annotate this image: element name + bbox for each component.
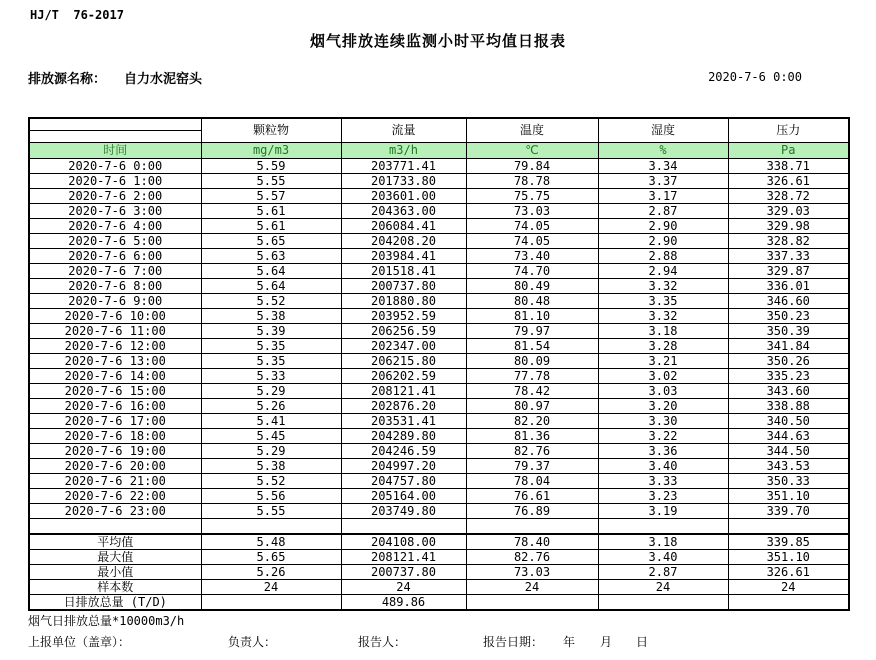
value-cell: 337.33 xyxy=(728,249,849,264)
value-cell: 3.30 xyxy=(598,414,728,429)
value-cell: 350.39 xyxy=(728,324,849,339)
time-cell: 2020-7-6 16:00 xyxy=(29,399,201,414)
spacer-cell xyxy=(466,519,598,535)
spacer-cell xyxy=(29,519,201,535)
summary-row xyxy=(29,534,849,550)
spacer-row xyxy=(29,519,849,535)
value-cell: 201733.80 xyxy=(341,174,466,189)
table-row xyxy=(29,369,849,384)
time-cell: 2020-7-6 12:00 xyxy=(29,339,201,354)
value-cell: 2.90 xyxy=(598,234,728,249)
table-header xyxy=(29,118,849,159)
value-cell: 206202.59 xyxy=(341,369,466,384)
responsible-person-label: 负责人： xyxy=(228,635,277,649)
time-cell: 2020-7-6 8:00 xyxy=(29,279,201,294)
header-row-top xyxy=(29,118,849,131)
table-row xyxy=(29,354,849,369)
value-cell: 24 xyxy=(728,580,849,595)
value-cell xyxy=(201,595,341,611)
value-cell: 206084.41 xyxy=(341,219,466,234)
table-row xyxy=(29,339,849,354)
day-label: 日 xyxy=(636,635,649,649)
value-cell: 79.84 xyxy=(466,159,598,174)
value-cell: 3.21 xyxy=(598,354,728,369)
report-unit-label: 上报单位（盖章）： xyxy=(28,635,131,649)
time-header-cell: 时间 xyxy=(29,143,201,159)
summary-label-cell: 日排放总量 (T/D) xyxy=(29,595,201,611)
time-cell: 2020-7-6 7:00 xyxy=(29,264,201,279)
time-cell: 2020-7-6 17:00 xyxy=(29,414,201,429)
column-header-particulate: 颗粒物 xyxy=(201,118,341,143)
value-cell: 201518.41 xyxy=(341,264,466,279)
value-cell: 3.36 xyxy=(598,444,728,459)
source-name-label: 排放源名称： xyxy=(28,72,107,87)
table-row xyxy=(29,219,849,234)
value-cell: 73.03 xyxy=(466,565,598,580)
value-cell xyxy=(466,595,598,611)
spacer-cell xyxy=(728,519,849,535)
table-row xyxy=(29,324,849,339)
time-cell: 2020-7-6 5:00 xyxy=(29,234,201,249)
value-cell: 205164.00 xyxy=(341,489,466,504)
value-cell: 3.17 xyxy=(598,189,728,204)
value-cell: 206256.59 xyxy=(341,324,466,339)
table-row xyxy=(29,309,849,324)
value-cell: 82.76 xyxy=(466,444,598,459)
time-cell: 2020-7-6 18:00 xyxy=(29,429,201,444)
value-cell: 5.35 xyxy=(201,354,341,369)
spacer-cell xyxy=(598,519,728,535)
table-row xyxy=(29,399,849,414)
value-cell: 24 xyxy=(466,580,598,595)
value-cell: 5.61 xyxy=(201,204,341,219)
value-cell: 338.88 xyxy=(728,399,849,414)
value-cell: 5.65 xyxy=(201,234,341,249)
table-row xyxy=(29,459,849,474)
table-row xyxy=(29,504,849,519)
value-cell: 346.60 xyxy=(728,294,849,309)
table-row xyxy=(29,234,849,249)
time-cell: 2020-7-6 2:00 xyxy=(29,189,201,204)
report-datetime: 2020-7-6 0:00 xyxy=(708,70,802,84)
value-cell: 3.02 xyxy=(598,369,728,384)
value-cell: 5.59 xyxy=(201,159,341,174)
value-cell: 5.33 xyxy=(201,369,341,384)
value-cell: 3.37 xyxy=(598,174,728,189)
value-cell: 5.26 xyxy=(201,565,341,580)
value-cell: 341.84 xyxy=(728,339,849,354)
value-cell: 81.54 xyxy=(466,339,598,354)
time-cell: 2020-7-6 4:00 xyxy=(29,219,201,234)
value-cell: 76.89 xyxy=(466,504,598,519)
value-cell: 5.61 xyxy=(201,219,341,234)
reporter-label: 报告人： xyxy=(358,635,407,649)
value-cell: 208121.41 xyxy=(341,550,466,565)
value-cell: 204108.00 xyxy=(341,534,466,550)
unit-cell-pressure: Pa xyxy=(728,143,849,159)
table-row xyxy=(29,474,849,489)
time-cell: 2020-7-6 0:00 xyxy=(29,159,201,174)
value-cell: 3.20 xyxy=(598,399,728,414)
value-cell: 2.94 xyxy=(598,264,728,279)
value-cell: 24 xyxy=(598,580,728,595)
time-cell: 2020-7-6 22:00 xyxy=(29,489,201,504)
time-cell: 2020-7-6 9:00 xyxy=(29,294,201,309)
time-cell: 2020-7-6 6:00 xyxy=(29,249,201,264)
time-cell: 2020-7-6 23:00 xyxy=(29,504,201,519)
value-cell: 3.23 xyxy=(598,489,728,504)
unit-cell-temperature: ℃ xyxy=(466,143,598,159)
time-header-spacer-top xyxy=(29,118,201,131)
value-cell: 78.04 xyxy=(466,474,598,489)
value-cell: 78.42 xyxy=(466,384,598,399)
value-cell: 204289.80 xyxy=(341,429,466,444)
summary-row xyxy=(29,595,849,611)
time-cell: 2020-7-6 10:00 xyxy=(29,309,201,324)
value-cell: 203952.59 xyxy=(341,309,466,324)
value-cell: 5.57 xyxy=(201,189,341,204)
value-cell: 3.40 xyxy=(598,550,728,565)
value-cell: 3.32 xyxy=(598,279,728,294)
time-cell: 2020-7-6 13:00 xyxy=(29,354,201,369)
value-cell: 74.70 xyxy=(466,264,598,279)
value-cell: 203749.80 xyxy=(341,504,466,519)
spacer-cell xyxy=(201,519,341,535)
unit-cell-humidity: % xyxy=(598,143,728,159)
value-cell: 351.10 xyxy=(728,550,849,565)
time-header-spacer-bottom xyxy=(29,131,201,143)
value-cell: 3.22 xyxy=(598,429,728,444)
value-cell: 2.87 xyxy=(598,204,728,219)
value-cell: 326.61 xyxy=(728,174,849,189)
table-row xyxy=(29,384,849,399)
value-cell: 73.40 xyxy=(466,249,598,264)
footer-note: 烟气日排放总量*10000m3/h xyxy=(28,614,185,628)
value-cell: 328.82 xyxy=(728,234,849,249)
value-cell: 489.86 xyxy=(341,595,466,611)
value-cell: 201880.80 xyxy=(341,294,466,309)
value-cell: 3.19 xyxy=(598,504,728,519)
table-row xyxy=(29,189,849,204)
value-cell: 350.26 xyxy=(728,354,849,369)
table-row xyxy=(29,249,849,264)
table-row xyxy=(29,444,849,459)
value-cell: 24 xyxy=(201,580,341,595)
value-cell: 74.05 xyxy=(466,234,598,249)
table-row xyxy=(29,294,849,309)
table-row xyxy=(29,489,849,504)
value-cell: 203984.41 xyxy=(341,249,466,264)
value-cell: 5.38 xyxy=(201,309,341,324)
value-cell: 81.10 xyxy=(466,309,598,324)
table-row xyxy=(29,429,849,444)
value-cell: 5.29 xyxy=(201,444,341,459)
value-cell: 344.50 xyxy=(728,444,849,459)
value-cell: 79.97 xyxy=(466,324,598,339)
value-cell: 340.50 xyxy=(728,414,849,429)
value-cell: 5.64 xyxy=(201,279,341,294)
time-cell: 2020-7-6 1:00 xyxy=(29,174,201,189)
value-cell: 204208.20 xyxy=(341,234,466,249)
value-cell: 335.23 xyxy=(728,369,849,384)
table-row xyxy=(29,264,849,279)
summary-row xyxy=(29,550,849,565)
value-cell: 329.98 xyxy=(728,219,849,234)
value-cell: 351.10 xyxy=(728,489,849,504)
value-cell: 5.35 xyxy=(201,339,341,354)
value-cell: 3.18 xyxy=(598,324,728,339)
value-cell: 203771.41 xyxy=(341,159,466,174)
value-cell: 80.49 xyxy=(466,279,598,294)
value-cell: 206215.80 xyxy=(341,354,466,369)
value-cell: 5.63 xyxy=(201,249,341,264)
value-cell: 78.78 xyxy=(466,174,598,189)
time-cell: 2020-7-6 11:00 xyxy=(29,324,201,339)
value-cell: 82.20 xyxy=(466,414,598,429)
value-cell: 339.85 xyxy=(728,534,849,550)
value-cell: 78.40 xyxy=(466,534,598,550)
unit-cell-particulate: mg/m3 xyxy=(201,143,341,159)
value-cell: 5.52 xyxy=(201,474,341,489)
value-cell: 80.97 xyxy=(466,399,598,414)
value-cell: 5.64 xyxy=(201,264,341,279)
value-cell: 200737.80 xyxy=(341,565,466,580)
value-cell: 5.55 xyxy=(201,174,341,189)
value-cell: 5.45 xyxy=(201,429,341,444)
value-cell: 75.75 xyxy=(466,189,598,204)
value-cell: 204757.80 xyxy=(341,474,466,489)
value-cell: 3.33 xyxy=(598,474,728,489)
time-cell: 2020-7-6 21:00 xyxy=(29,474,201,489)
value-cell: 3.32 xyxy=(598,309,728,324)
standard-number: HJ/T 76-2017 xyxy=(30,8,124,22)
value-cell: 338.71 xyxy=(728,159,849,174)
summary-label-cell: 最大值 xyxy=(29,550,201,565)
table-row xyxy=(29,414,849,429)
value-cell: 3.28 xyxy=(598,339,728,354)
value-cell: 3.40 xyxy=(598,459,728,474)
value-cell: 74.05 xyxy=(466,219,598,234)
value-cell: 76.61 xyxy=(466,489,598,504)
time-cell: 2020-7-6 19:00 xyxy=(29,444,201,459)
value-cell: 2.88 xyxy=(598,249,728,264)
table-row xyxy=(29,159,849,174)
value-cell: 344.63 xyxy=(728,429,849,444)
value-cell: 2.87 xyxy=(598,565,728,580)
value-cell: 3.03 xyxy=(598,384,728,399)
column-header-pressure: 压力 xyxy=(728,118,849,143)
source-name-value: 自力水泥窑头 xyxy=(124,72,203,87)
spacer-cell xyxy=(341,519,466,535)
table-row xyxy=(29,174,849,189)
value-cell: 203531.41 xyxy=(341,414,466,429)
value-cell xyxy=(598,595,728,611)
value-cell: 204246.59 xyxy=(341,444,466,459)
value-cell: 204997.20 xyxy=(341,459,466,474)
time-cell: 2020-7-6 15:00 xyxy=(29,384,201,399)
table-row xyxy=(29,204,849,219)
value-cell: 5.56 xyxy=(201,489,341,504)
value-cell: 326.61 xyxy=(728,565,849,580)
value-cell: 343.53 xyxy=(728,459,849,474)
value-cell: 3.18 xyxy=(598,534,728,550)
value-cell: 5.29 xyxy=(201,384,341,399)
value-cell: 329.03 xyxy=(728,204,849,219)
value-cell: 80.48 xyxy=(466,294,598,309)
value-cell: 5.39 xyxy=(201,324,341,339)
summary-rows xyxy=(29,534,849,610)
value-cell: 208121.41 xyxy=(341,384,466,399)
value-cell: 350.33 xyxy=(728,474,849,489)
summary-label-cell: 平均值 xyxy=(29,534,201,550)
value-cell: 77.78 xyxy=(466,369,598,384)
value-cell: 79.37 xyxy=(466,459,598,474)
summary-label-cell: 样本数 xyxy=(29,580,201,595)
value-cell: 5.41 xyxy=(201,414,341,429)
value-cell: 5.52 xyxy=(201,294,341,309)
report-title: 烟气排放连续监测小时平均值日报表 xyxy=(309,32,566,50)
value-cell: 3.34 xyxy=(598,159,728,174)
value-cell: 24 xyxy=(341,580,466,595)
value-cell: 204363.00 xyxy=(341,204,466,219)
value-cell: 73.03 xyxy=(466,204,598,219)
value-cell xyxy=(728,595,849,611)
value-cell: 80.09 xyxy=(466,354,598,369)
summary-row xyxy=(29,565,849,580)
summary-label-cell: 最小值 xyxy=(29,565,201,580)
time-cell: 2020-7-6 20:00 xyxy=(29,459,201,474)
month-label: 月 xyxy=(600,635,613,649)
value-cell: 5.65 xyxy=(201,550,341,565)
monitoring-table xyxy=(28,117,850,611)
value-cell: 339.70 xyxy=(728,504,849,519)
value-cell: 2.90 xyxy=(598,219,728,234)
time-cell: 2020-7-6 14:00 xyxy=(29,369,201,384)
time-cell: 2020-7-6 3:00 xyxy=(29,204,201,219)
spacer-body xyxy=(29,519,849,535)
value-cell: 5.48 xyxy=(201,534,341,550)
data-rows xyxy=(29,159,849,519)
value-cell: 202876.20 xyxy=(341,399,466,414)
year-label: 年 xyxy=(563,635,576,649)
value-cell: 82.76 xyxy=(466,550,598,565)
value-cell: 336.01 xyxy=(728,279,849,294)
column-header-temperature: 温度 xyxy=(466,118,598,143)
value-cell: 202347.00 xyxy=(341,339,466,354)
report-date-label: 报告日期： xyxy=(483,635,544,649)
value-cell: 203601.00 xyxy=(341,189,466,204)
source-row xyxy=(28,68,202,87)
unit-row xyxy=(29,143,849,159)
value-cell: 5.38 xyxy=(201,459,341,474)
column-header-flow: 流量 xyxy=(341,118,466,143)
value-cell: 200737.80 xyxy=(341,279,466,294)
value-cell: 350.23 xyxy=(728,309,849,324)
table-row xyxy=(29,279,849,294)
value-cell: 5.26 xyxy=(201,399,341,414)
column-header-humidity: 湿度 xyxy=(598,118,728,143)
unit-cell-flow: m3/h xyxy=(341,143,466,159)
value-cell: 5.55 xyxy=(201,504,341,519)
value-cell: 343.60 xyxy=(728,384,849,399)
value-cell: 328.72 xyxy=(728,189,849,204)
value-cell: 81.36 xyxy=(466,429,598,444)
summary-row xyxy=(29,580,849,595)
value-cell: 329.87 xyxy=(728,264,849,279)
value-cell: 3.35 xyxy=(598,294,728,309)
